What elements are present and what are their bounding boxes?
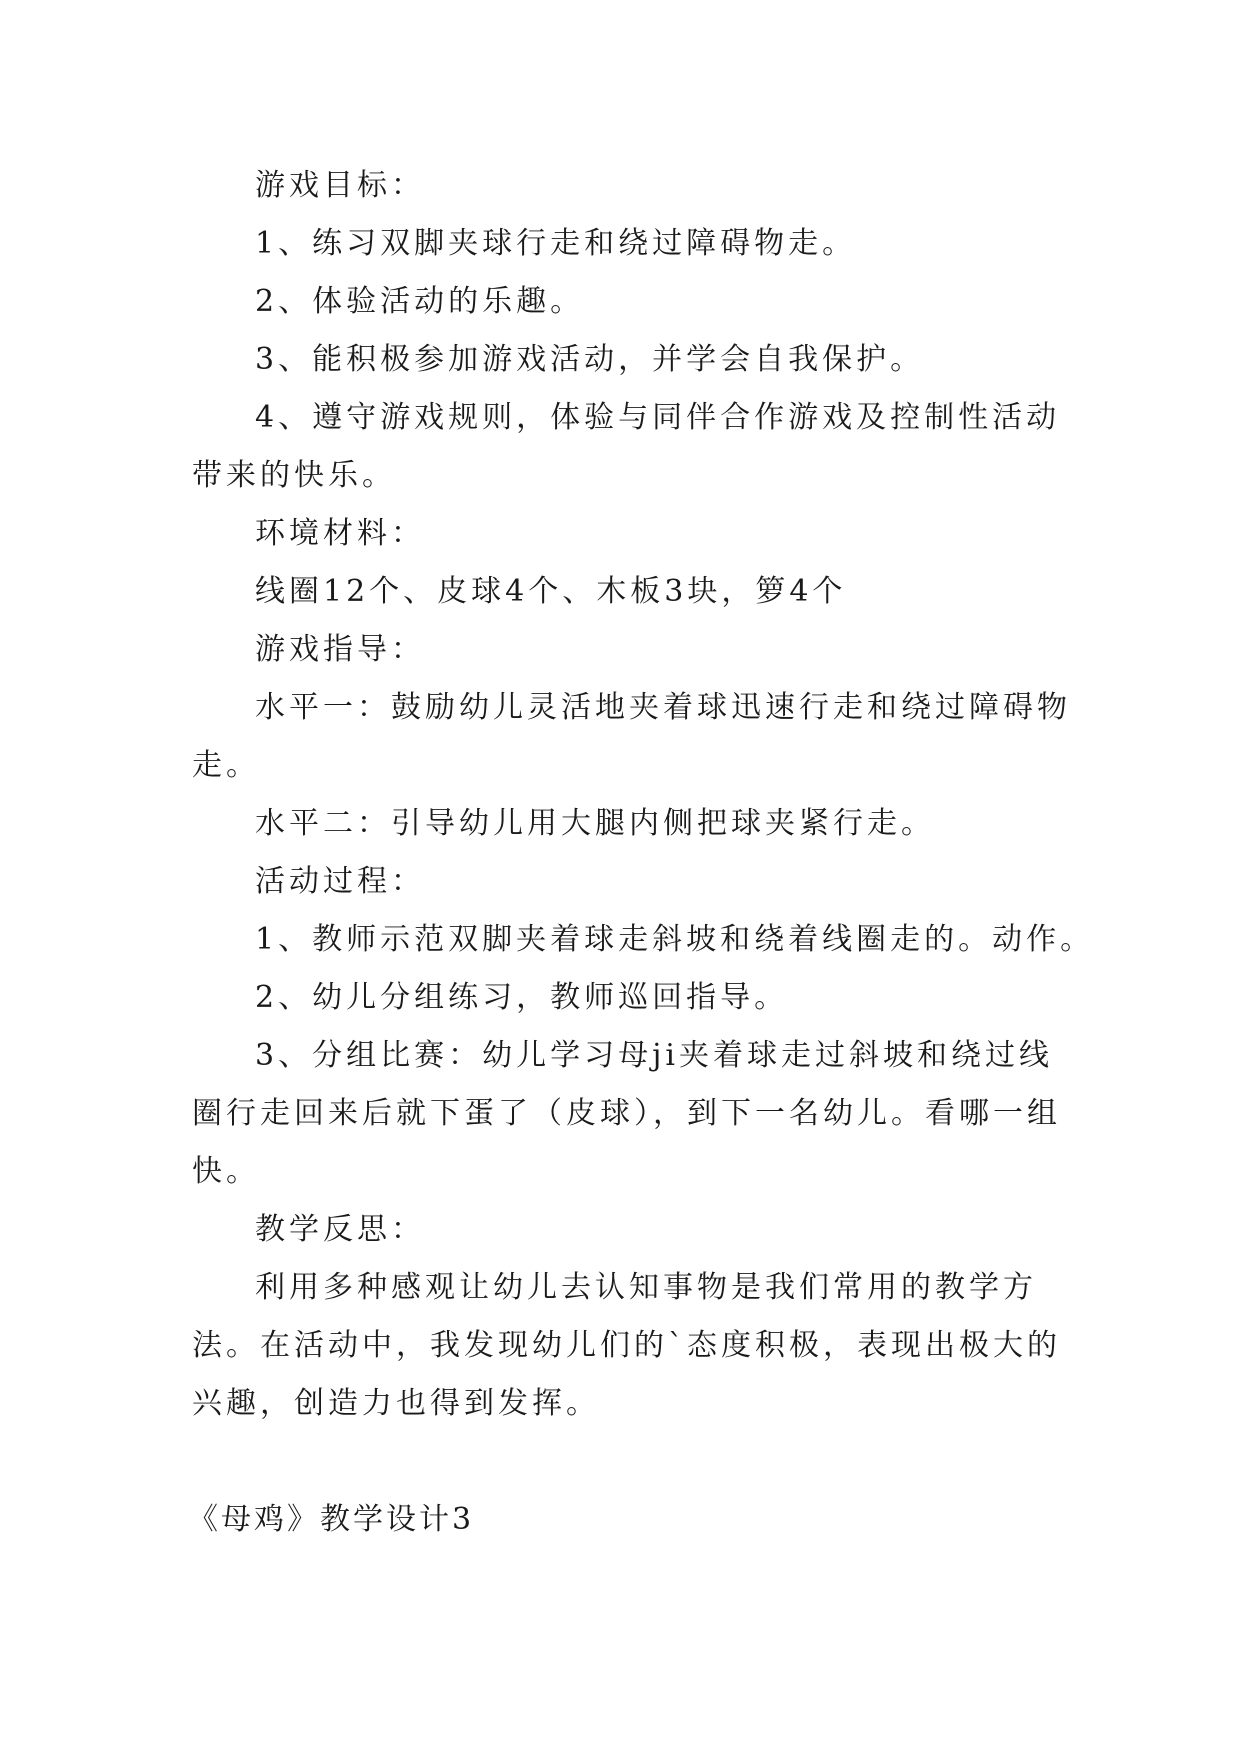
- paragraph-line: 利用多种感观让幼儿去认知事物是我们常用的教学方: [255, 1270, 1037, 1305]
- paragraph-line: 法。在活动中，我发现幼儿们的`态度积极，表现出极大的: [192, 1328, 1061, 1363]
- next-section-title: 《母鸡》教学设计3: [188, 1502, 475, 1537]
- paragraph-line: 兴趣，创造力也得到发挥。: [192, 1386, 600, 1421]
- paragraph-line: 1、练习双脚夹球行走和绕过障碍物走。: [255, 226, 857, 261]
- paragraph-line: 水平一：鼓励幼儿灵活地夹着球迅速行走和绕过障碍物: [255, 690, 1071, 725]
- paragraph-line: 2、幼儿分组练习，教师巡回指导。: [255, 980, 789, 1015]
- paragraph-line: 3、分组比赛：幼儿学习母ji夹着球走过斜坡和绕过线: [255, 1038, 1053, 1073]
- paragraph-line: 3、能积极参加游戏活动，并学会自我保护。: [255, 342, 925, 377]
- paragraph-line: 线圈12个、皮球4个、木板3块，箩4个: [255, 574, 847, 609]
- paragraph-line: 2、体验活动的乐趣。: [255, 284, 585, 319]
- paragraph-line: 4、遵守游戏规则，体验与同伴合作游戏及控制性活动: [255, 400, 1061, 435]
- paragraph-line: 快。: [192, 1154, 260, 1189]
- paragraph-line: 水平二：引导幼儿用大腿内侧把球夹紧行走。: [255, 806, 935, 841]
- section-heading-guidance: 游戏指导：: [255, 632, 425, 667]
- paragraph-line: 1、教师示范双脚夹着球走斜坡和绕着线圈走的。动作。: [255, 922, 1095, 957]
- section-heading-process: 活动过程：: [255, 864, 425, 899]
- paragraph-line: 带来的快乐。: [192, 458, 396, 493]
- section-heading-materials: 环境材料：: [255, 516, 425, 551]
- paragraph-line: 圈行走回来后就下蛋了（皮球），到下一名幼儿。看哪一组: [192, 1096, 1061, 1131]
- section-heading-reflection: 教学反思：: [255, 1212, 425, 1247]
- section-heading-game-goals: 游戏目标：: [255, 168, 425, 203]
- paragraph-line: 走。: [192, 748, 260, 783]
